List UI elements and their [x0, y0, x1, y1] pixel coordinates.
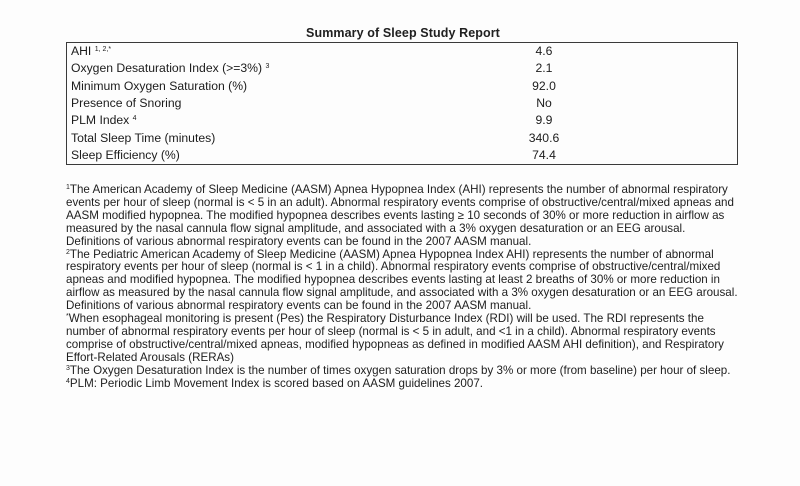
row-value: 9.9 — [535, 113, 553, 128]
footnote-3: $^3$The Oxygen Desaturation Index is the number of times oxygen saturation drops by 3% or more (from baseline) per hour of sleep. — [66, 363, 731, 377]
row-value: 2.1 — [535, 61, 553, 76]
summary-table — [66, 42, 738, 165]
footnote-marker: 1 — [66, 184, 70, 191]
row-value: 92.0 — [532, 78, 556, 93]
footnote-ref: 3 — [265, 63, 270, 71]
table-row — [67, 112, 738, 129]
row-label: Presence of Snoring — [71, 96, 182, 111]
footnote-2: $^2$The Pediatric American Academy of Sleep Medicine (AASM) Apnea Hypopnea Index AHI) represents the number of abnormal respiratory events per hour of sleep (normal is < 1 in a child). Abnormal respiratory events comprise of obstructive/central/mixed apneas and modified hypopnea. The modified hypopnea describes events lasting at least 2 breaths of 30% or more reduction in airflow as measured by the nasal cannula flow signal amplitude, and associated with a 3% oxygen desaturation or an EEG arousal. Definitions of various abnormal respiratory events can be found in the 2007 AASM manual. — [66, 247, 738, 313]
row-value: No — [536, 96, 552, 111]
table-row — [67, 43, 738, 61]
row-value: 340.6 — [528, 130, 560, 145]
row-label: Sleep Efficiency (%) — [71, 147, 180, 162]
footnote-marker: * — [66, 313, 69, 321]
report-title: Summary of Sleep Study Report — [306, 26, 500, 40]
table-row — [67, 147, 738, 165]
footnote-ref: 4 — [132, 115, 137, 123]
footnote-marker: 2 — [66, 248, 70, 256]
row-value: 4.6 — [535, 44, 553, 59]
table-row — [67, 78, 738, 95]
table-row — [67, 95, 738, 112]
footnote-marker: 3 — [66, 364, 70, 372]
table-row — [67, 129, 738, 146]
row-label: AHI $^{1, 2,*}$ — [71, 44, 112, 59]
row-label: Total Sleep Time (minutes) — [71, 130, 216, 145]
footnote-ref: 1, 2,* — [94, 46, 112, 54]
row-label: PLM Index $^4$ — [71, 113, 137, 128]
row-label: Oxygen Desaturation Index (>=3%) $^3$ — [71, 61, 270, 76]
table-row — [67, 60, 738, 77]
row-value: 74.4 — [532, 147, 556, 162]
row-label: Minimum Oxygen Saturation (%) — [71, 78, 248, 93]
footnotes — [66, 184, 742, 391]
footnote-1: $^1$The American Academy of Sleep Medicine (AASM) Apnea Hypopnea Index (AHI) represents the number of abnormal respiratory events per hour of sleep (normal is < 5 in an adult). Abnormal respiratory events comprise of obstructive/central/mixed apneas and AASM modified hypopnea. The modified hypopnea describes events lasting ≥ 10 seconds of 30% or more reduction in airflow as measured by the nasal cannula flow signal amplitude, and associated with a 3% oxygen desaturation or an EEG arousal. Definitions of various abnormal respiratory events can be found in the 2007 AASM manual. — [66, 183, 734, 248]
footnote-star: *When esophageal monitoring is present (Pes) the Respiratory Disturbance Index (RDI) will be used. The RDI represents the number of abnormal respiratory events per hour of sleep (normal is < 5 in adult, and <1 in a child). Abnormal respiratory events comprise of obstructive/central/mixed apneas, modified hypopneas as defined in modified AASM AHI definition), and Respiratory Effort-Related Arousals (RERAs) — [66, 312, 724, 364]
footnote-marker: 4 — [66, 377, 70, 385]
footnote-4: $^4$PLM: Periodic Limb Movement Index is scored based on AASM guidelines 2007. — [66, 376, 483, 390]
